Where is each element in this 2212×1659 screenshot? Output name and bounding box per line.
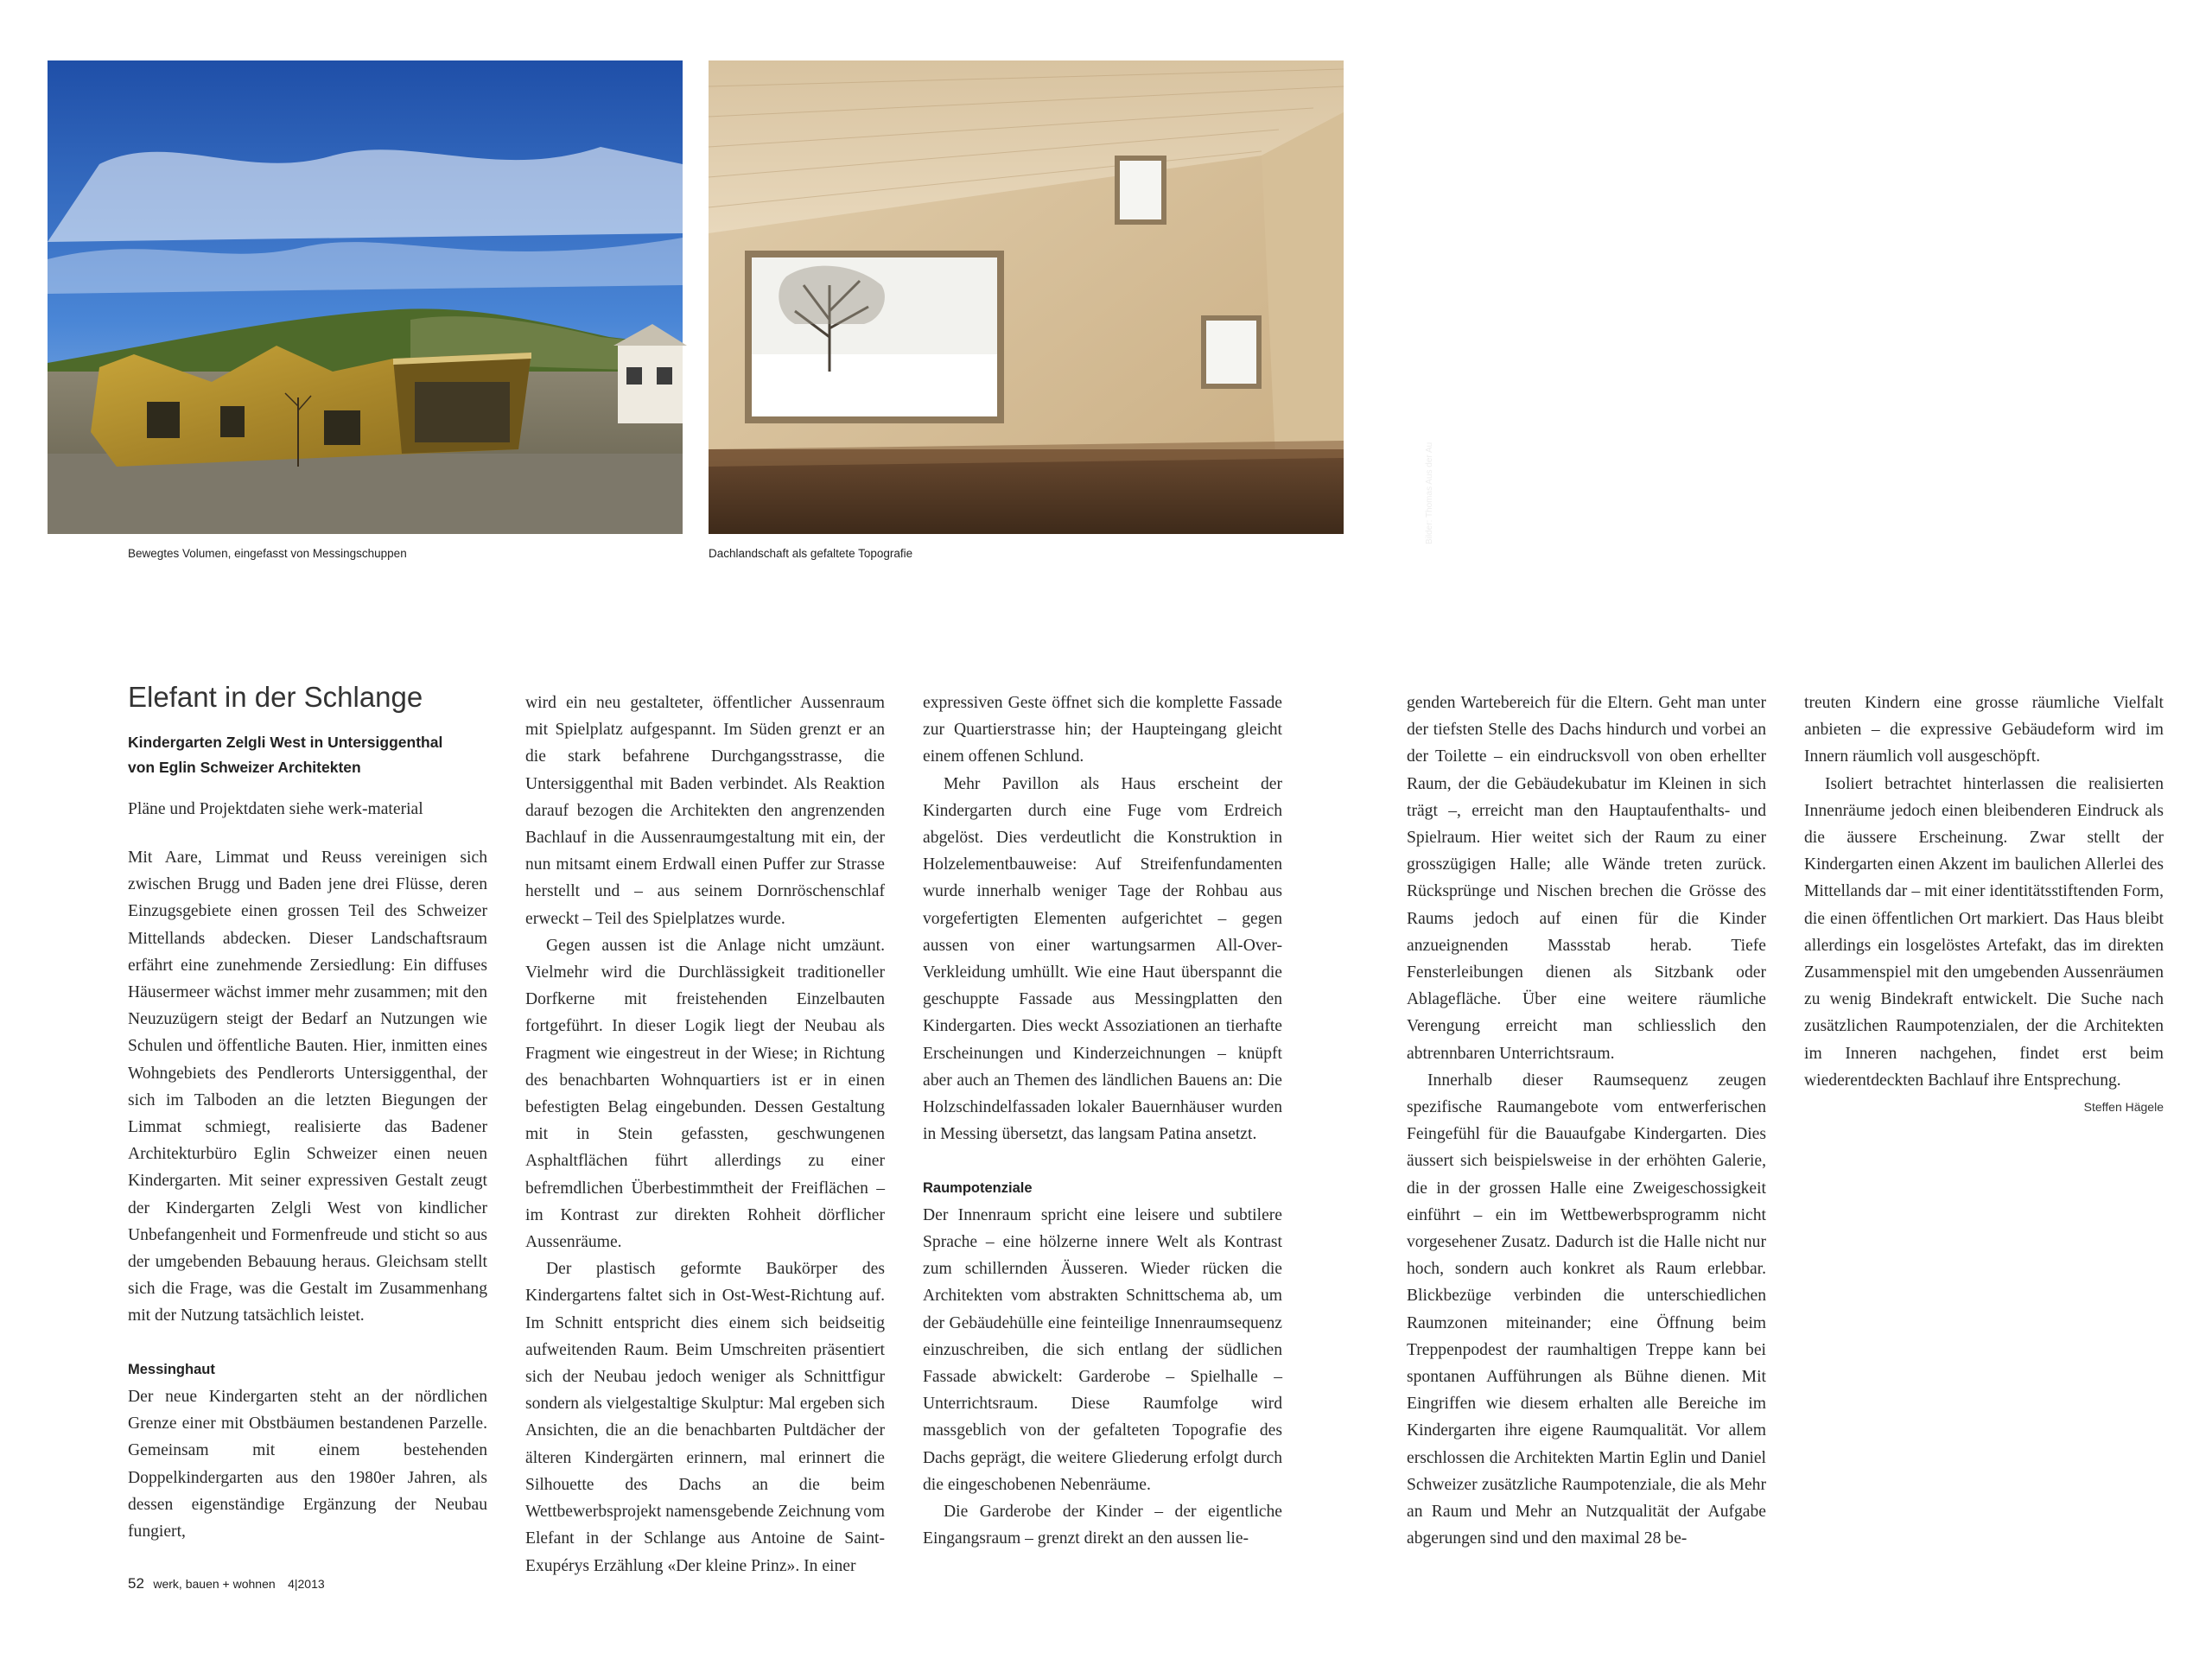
photo-exterior bbox=[48, 60, 683, 534]
paragraph-text: Der neue Kindergarten steht an der nördlichen Grenze einer mit Obstbäumen bestandenen Parzelle. Gemeinsam mit einem bestehenden Doppelkindergarten aus den 1980er Jahren, als dessen eigenständige Ergänzung der Neubau fungiert, bbox=[128, 1388, 487, 1541]
paragraph-text: Der plastisch geformte Baukörper des Kindergartens faltet sich in Ost-West-Richtung auf. Im Schnitt entspricht dies einem sich beidseitig aufweitenden Raum. Beim Umschreiten präsentiert sich der Neubau jedoch weniger als Schnittfigur sondern als vielgestaltige Skulptur: Mal ergeben sich Ansichten, die an die benachbarten Pultdächer der älteren Kindergärten erinnern, mal erinnert die Silhouette des Dachs an die beim Wettbewerbsprojekt namensgebende Zeichnung vom Elefant in der Schlange aus Antoine de Saint-Exupérys Erzählung «Der kleine Prinz». In einer bbox=[525, 1260, 885, 1575]
text-column-4 bbox=[1407, 690, 1766, 1553]
text-column-2 bbox=[525, 690, 885, 1580]
paragraph-text: Isoliert betrachtet hinterlassen die realisierten Innenräume jedoch einen bleibenderen Eindruck als die äussere Erscheinung. Zwar stellt der Kindergarten einen Akzent im baulichen Allerlei des Mittellands dar – mit einer identitätsstiftenden Form, die einen öffentlichen Ort markiert. Das Haus bleibt allerdings ein losgelöstes Artefakt, das im direkten Zusammenspiel mit den umgebenden Aussenräumen zu wenig Bindekraft entwickelt. Die Suche nach zusätzlichen Raumpotenzialen, der die Architekten im Inneren nachgehen, findet erst beim wiederentdeckten Bachlauf ihre Entsprechung. bbox=[1804, 774, 2164, 1090]
body-paragraph bbox=[1407, 1067, 1766, 1553]
paragraph-text: Gegen aussen ist die Anlage nicht umzäunt. Vielmehr wird die Durchlässigkeit traditioneller Dorfkerne mit freistehenden Einzelbauten fortgeführt. In dieser Logik liegt der Neubau als Fragment wie eingestreut in der Wiese; in Richtung des benachbarten Wohnquartiers ist er in einen befestigten Belag eingebunden. Dessen Gestaltung mit in Stein gefassten, geschwungenen Asphaltflächen führt allerdings zu einer befremdlichen Überbestimmtheit der Freiflächen – im Kontrast zur direkten Rohheit dörflicher Aussenräume. bbox=[525, 936, 885, 1252]
body-paragraph bbox=[1407, 690, 1766, 1067]
issue-number: 4|2013 bbox=[288, 1577, 325, 1591]
body-paragraph bbox=[1804, 771, 2164, 1115]
page-footer bbox=[128, 1575, 325, 1592]
article-subtitle bbox=[128, 730, 442, 780]
photo-interior bbox=[709, 60, 1434, 544]
body-paragraph bbox=[1804, 690, 2164, 771]
text-column-5 bbox=[1804, 690, 2164, 1121]
magazine-name: werk, bauen + wohnen bbox=[153, 1577, 276, 1591]
paragraph-text: expressiven Geste öffnet sich die komplette Fassade zur Quartierstrasse hin; der Haupteingang gleicht einem offenen Schlund. bbox=[923, 694, 1282, 766]
paragraph-text: treuten Kindern eine grosse räumliche Vielfalt anbieten – die expressive Gebäudeform wird im Innern räumlich voll ausgeschöpft. bbox=[1804, 694, 2164, 766]
paragraph-text: Die Garderobe der Kinder – der eigentliche Eingangsraum – grenzt direkt an den aussen lie- bbox=[923, 1503, 1282, 1548]
photo-caption-exterior: Bewegtes Volumen, eingefasst von Messingschuppen bbox=[128, 547, 407, 560]
photo-kindergarten-exterior bbox=[48, 60, 683, 534]
body-paragraph bbox=[525, 932, 885, 1255]
photo-credit: Bilder: Thomas Aus der Au bbox=[1425, 442, 1434, 544]
photo-kindergarten-interior bbox=[709, 60, 1344, 534]
section-heading: Raumpotenziale bbox=[923, 1179, 1033, 1196]
body-paragraph bbox=[525, 690, 885, 932]
article-title: Elefant in der Schlange bbox=[128, 681, 423, 713]
text-column-3 bbox=[923, 690, 1282, 1552]
subtitle-line: von Eglin Schweizer Architekten bbox=[128, 759, 361, 776]
body-paragraph bbox=[923, 690, 1282, 771]
body-paragraph bbox=[525, 1255, 885, 1579]
page-number: 52 bbox=[128, 1575, 144, 1592]
paragraph-text: Mehr Pavillon als Haus erscheint der Kindergarten durch eine Fuge vom Erdreich abgelöst. Dies verdeutlicht die Konstruktion in Holzelementbauweise: Auf Streifenfundamenten wurde innerhalb weniger Tage der Rohbau aus vorgefertigten Elementen aufgerichtet – gegen aussen von einer wartungsarmen All-Over-Verkleidung umhüllt. Wie eine Haut überspannt die geschuppte Fassade aus Messingplatten den Kindergarten. Dies weckt Assoziationen an tierhafte Erscheinungen und Kinderzeichnungen – knüpft aber auch an Themen des ländlichen Bauens an: Die Holzschindelfassaden lokaler Bauernhäuser wurden in Messing übersetzt, das langsam Patina ansetzt. bbox=[923, 774, 1282, 1144]
article-note: Pläne und Projektdaten siehe werk-material bbox=[128, 800, 423, 818]
paragraph-text: wird ein neu gestalteter, öffentlicher Aussenraum mit Spielplatz aufgespannt. Im Süden grenzt er an die stark befahrene Durchgangsstrasse, die Untersiggenthal mit Baden verbindet. Als Reaktion darauf bezogen die Architekten den angrenzenden Bachlauf in die Aussenraumgestaltung mit ein, der nun mitsamt einem Erdwall einen Puffer zur Strasse herstellt und – aus seinem Dornröschenschlaf erweckt – Teil des Spielplatzes wurde. bbox=[525, 694, 885, 928]
subtitle-line: Kindergarten Zelgli West in Untersiggenthal bbox=[128, 734, 443, 751]
body-paragraph bbox=[923, 771, 1282, 1148]
article-author: Steffen Hägele bbox=[2083, 1100, 2164, 1115]
paragraph-gap bbox=[923, 1147, 1282, 1174]
paragraph-text: Mit Aare, Limmat und Reuss vereinigen sich zwischen Brugg und Baden jene drei Flüsse, deren Einzugsgebiete einen grossen Teil des Schweizer Mittellands abdecken. Dieser Landschaftsraum erfährt eine zunehmende Zersiedlung: Ein diffuses Häusermeer wächst immer mehr zusammen; mit den Neuzuzügern steigt der Bedarf an Nutzungen wie Schulen und öffentliche Bauten. Hier, inmitten eines Wohngebiets des Pendlerorts Untersiggenthal, der sich im Talboden an die letzten Biegungen der Limmat schmiegt, realisierte das Badener Architekturbüro Eglin Schweizer einen neuen Kindergarten. Mit seiner expressiven Gestalt zeugt der Kindergarten Zelgli West von kindlicher Unbefangenheit und Formenfreude und sticht so aus der umgebenden Bebauung heraus. Gleichsam stellt sich die Frage, was die Gestalt im Zusammenhang mit der Nutzung tatsächlich leistet. bbox=[128, 849, 487, 1325]
photo-caption-interior: Dachlandschaft als gefaltete Topografie bbox=[709, 547, 913, 560]
body-paragraph bbox=[128, 844, 487, 1330]
text-column-1 bbox=[128, 844, 487, 1545]
section-heading: Messinghaut bbox=[128, 1361, 215, 1377]
paragraph-gap bbox=[128, 1330, 487, 1357]
body-paragraph bbox=[128, 1383, 487, 1545]
paragraph-text: Der Innenraum spricht eine leisere und subtilere Sprache – eine hölzerne innere Welt als Kontrast zum schillernden Äusseren. Wieder rücken die Architekten vom abstrakten Schnittschema ab, um der Gebäudehülle eine feinteilige Innenraumsequenz einzuschreiben, die sich entlang der südlichen Fassade abwickelt: Garderobe – Spielhalle – Unterrichtsraum. Diese Raumfolge wird massgeblich von der gefalteten Topografie des Dachs geprägt, die weitere Gliederung erfolgt durch die eingeschobenen Nebenräume. bbox=[923, 1205, 1282, 1494]
body-paragraph bbox=[923, 1202, 1282, 1498]
paragraph-text: genden Wartebereich für die Eltern. Geht man unter der tiefsten Stelle des Dachs hindurch und vorbei an der Toilette – ein eindrucksvoll von oben erhellter Raum, der die Gebäudekubatur im Kleinen in sich trägt –, erreicht man den Hauptaufenthalts- und Spielraum. Hier weitet sich der Raum zu einer grosszügigen Halle; alle Wände treten zurück. Rücksprünge und Nischen brechen die Grösse des Raums jedoch auf einen für die Kinder anzueignenden Massstab herab. Tiefe Fensterleibungen dienen als Sitzbank oder Ablagefläche. Über eine weitere räumliche Verengung erreicht man schliesslich den abtrennbaren Unterrichtsraum. bbox=[1407, 694, 1766, 1063]
body-paragraph bbox=[923, 1498, 1282, 1552]
paragraph-text: Innerhalb dieser Raumsequenz zeugen spezifische Raumangebote vom entwerferischen Feingefühl für die Bauaufgabe Kindergarten. Dies äussert sich beispielsweise in der erhöhten Galerie, die in der grossen Halle eine Zweigeschossigkeit einführt – ein im Wettbewerbsprogramm nicht vorgesehener Zusatz. Dadurch ist die Halle nicht nur hoch, sondern auch konkret als Raum erlebbar. Blickbezüge verbinden die unterschiedlichen Raumzonen miteinander; eine Öffnung beim Treppenpodest der raumhaltigen Treppe kann bei spontanen Aufführungen als Bühne dienen. Mit Eingriffen wie diesem erhalten alle Bereiche im Kindergarten ihre eigene Raumqualität. Vor allem erschlossen die Architekten Martin Eglin und Daniel Schweizer zusätzliche Raumpotenziale, die als Mehr an Raum und Mehr an Nutzqualität der Aufgabe abgerungen sind und den maximal 28 be- bbox=[1407, 1071, 1766, 1548]
